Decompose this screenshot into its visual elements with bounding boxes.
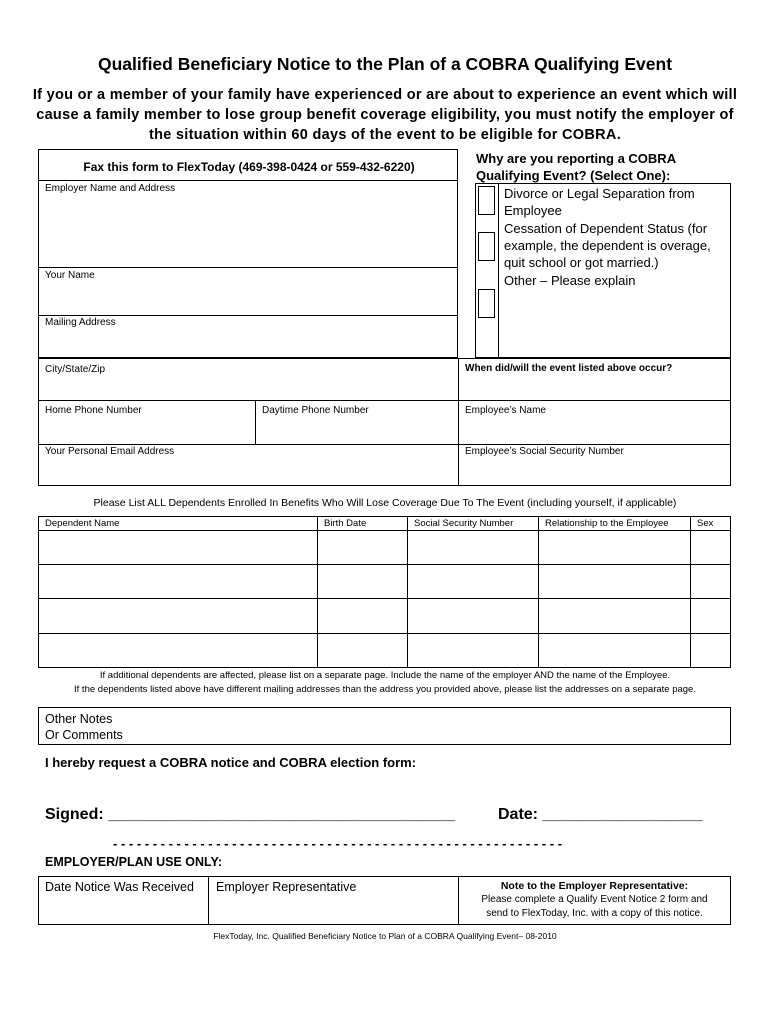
reason-heading: Why are you reporting a COBRA Qualifying Event? (Select One): <box>476 151 677 183</box>
city-state-zip-field[interactable] <box>40 376 456 398</box>
employer-use-heading: EMPLOYER/PLAN USE ONLY: <box>45 855 223 869</box>
other-notes-label: Other Notes Or Comments <box>45 712 123 742</box>
option-divorce: Divorce or Legal Separation from Employee <box>504 186 695 218</box>
col-ssn: Social Security Number <box>414 518 514 529</box>
cut-line: - - - - - - - - - - - - - - - - - - - - - - - - - - - - - - - - - - - - - - - - - - - - - - - - - - - - - - - - - <box>113 836 563 851</box>
your-name-field[interactable] <box>40 283 456 313</box>
dependent-row[interactable] <box>40 566 729 597</box>
dependent-row[interactable] <box>40 600 729 632</box>
divorce-checkbox[interactable] <box>478 186 495 215</box>
city-state-zip-label: City/State/Zip <box>45 364 106 375</box>
daytime-phone-label: Daytime Phone Number <box>262 405 369 416</box>
other-checkbox[interactable] <box>478 289 495 318</box>
employer-representative-label: Employer Representative <box>216 880 357 894</box>
employee-name-field[interactable] <box>460 417 729 442</box>
personal-email-field[interactable] <box>40 459 456 484</box>
intro-text: If you or a member of your family have experienced or are about to experience an event which will cause a family member to lose group benefit coverage eligibility, you must notify the employer of the situation within 60 days of the event to be eligible for COBRA. <box>32 87 738 143</box>
daytime-phone-field[interactable] <box>257 417 456 442</box>
personal-email-label: Your Personal Email Address <box>45 446 175 457</box>
date-received-label: Date Notice Was Received <box>45 880 194 894</box>
home-phone-field[interactable] <box>40 417 253 442</box>
col-relationship: Relationship to the Employee <box>545 518 669 529</box>
employee-ssn-label: Employee’s Social Security Number <box>465 446 624 457</box>
dependent-row[interactable] <box>40 635 729 667</box>
home-phone-label: Home Phone Number <box>45 405 142 416</box>
event-date-label: When did/will the event listed above occur? <box>465 363 673 374</box>
employee-ssn-field[interactable] <box>460 459 729 484</box>
employer-note: Note to the Employer Representative: Please complete a Qualify Event Notice 2 form and send to FlexToday, Inc. with a copy of this notice. <box>481 880 708 919</box>
footer-text: FlexToday, Inc. Qualified Beneficiary Notice to Plan of a COBRA Qualifying Event– 08-2010 <box>213 931 557 941</box>
page-title: Qualified Beneficiary Notice to the Plan of a COBRA Qualifying Event <box>97 54 673 74</box>
event-date-field[interactable] <box>460 376 729 398</box>
dependent-row[interactable] <box>40 532 729 563</box>
col-dependent-name: Dependent Name <box>45 518 120 529</box>
mailing-address-field[interactable] <box>40 330 456 356</box>
signature-line[interactable]: Signed: _______________________________________ <box>45 806 456 823</box>
employer-name-address-label: Employer Name and Address <box>45 183 176 194</box>
other-notes-box[interactable] <box>38 707 731 745</box>
option-cessation: Cessation of Dependent Status (for example, the dependent is overage, quit school or got married.) <box>504 221 711 270</box>
employer-name-address-field[interactable] <box>40 196 456 266</box>
dependents-note-separate-page: If additional dependents are affected, please list on a separate page. Include the name of the employer AND the name of the Employee. <box>99 670 671 681</box>
mailing-address-label: Mailing Address <box>45 317 116 328</box>
employee-name-label: Employee’s Name <box>465 405 546 416</box>
cessation-checkbox[interactable] <box>478 232 495 261</box>
col-sex: Sex <box>697 518 714 529</box>
option-other: Other – Please explain <box>504 273 636 288</box>
request-statement: I hereby request a COBRA notice and COBRA election form: <box>45 755 417 770</box>
your-name-label: Your Name <box>45 270 95 281</box>
col-birth-date: Birth Date <box>324 518 367 529</box>
dependents-instruction: Please List ALL Dependents Enrolled In Benefits Who Will Lose Coverage Due To The Event (including yourself, if applicable) <box>93 497 677 509</box>
date-line[interactable]: Date: __________________ <box>498 806 703 823</box>
dependents-note-addresses: If the dependents listed above have different mailing addresses than the address you provided above, please list the addresses on a separate page. <box>74 684 696 695</box>
fax-instruction: Fax this form to FlexToday (469-398-0424 or 559-432-6220) <box>83 160 415 174</box>
